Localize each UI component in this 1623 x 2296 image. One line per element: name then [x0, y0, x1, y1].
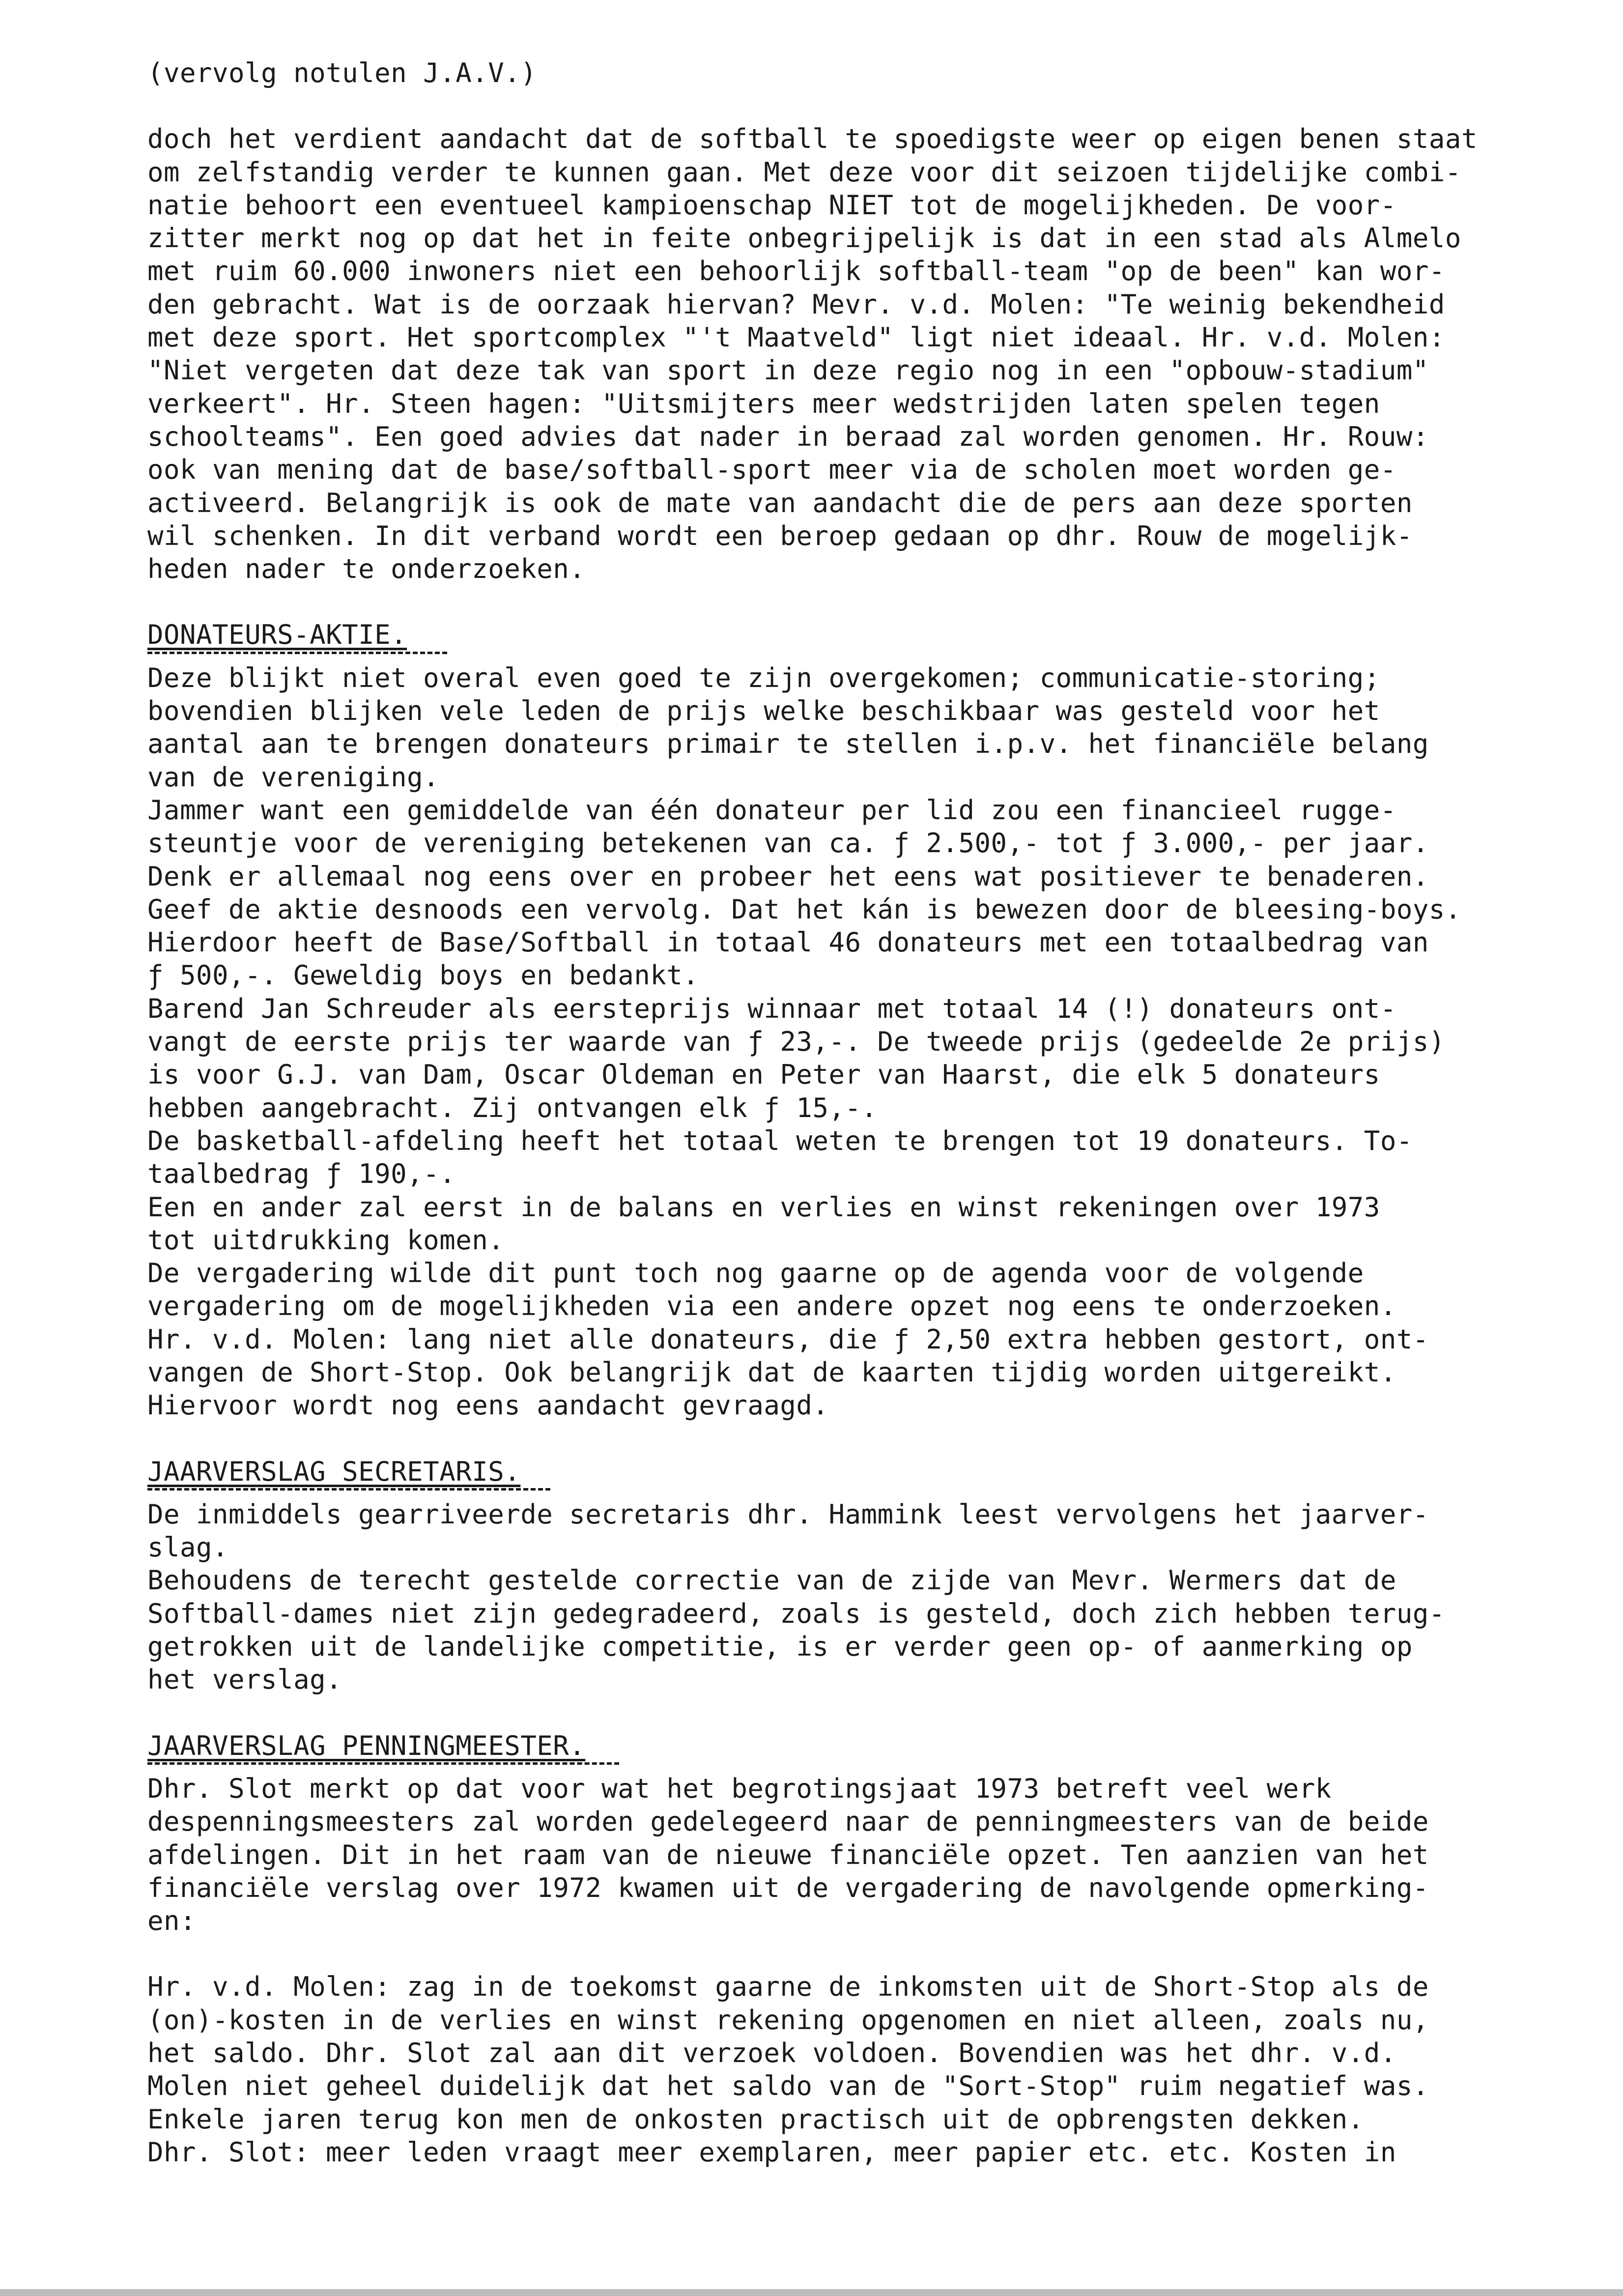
heading-dashed-rule: [147, 652, 1612, 661]
text-line: Jammer want een gemiddelde van één donateur per lid zou een financieel rugge-: [147, 794, 1396, 826]
section-heading: JAARVERSLAG SECRETARIS.: [147, 1456, 521, 1487]
text-line: Hr. v.d. Molen: lang niet alle donateurs, die ƒ 2,50 extra hebben gestort, ont-: [147, 1323, 1429, 1355]
text-line: slag.: [147, 1532, 229, 1563]
text-line: Hierdoor heeft de Base/Softball in totaal 46 donateurs met een totaalbedrag van: [147, 927, 1429, 958]
text-line: afdelingen. Dit in het raam van de nieuwe financiële opzet. Ten aanzien van het: [147, 1839, 1429, 1870]
text-line: den gebracht. Wat is de oorzaak hiervan? Mevr. v.d. Molen: "Te weinig bekendheid: [147, 288, 1445, 320]
text-line: Hr. v.d. Molen: zag in de toekomst gaarne de inkomsten uit de Short-Stop als de: [147, 1971, 1429, 2003]
text-line: Barend Jan Schreuder als eersteprijs winnaar met totaal 14 (!) donateurs ont-: [147, 993, 1396, 1024]
text-line: ook van mening dat de base/softball-sport meer via de scholen moet worden ge-: [147, 454, 1396, 486]
text-line: Molen niet geheel duidelijk dat het saldo van de "Sort-Stop" ruim negatief was.: [147, 2070, 1429, 2102]
text-line: Geef de aktie desnoods een vervolg. Dat het kán is bewezen door de bleesing-boys.: [147, 893, 1461, 925]
text-line: activeerd. Belangrijk is ook de mate van aandacht die de pers aan deze sporten: [147, 487, 1413, 518]
text-line: Hiervoor wordt nog eens aandacht gevraagd.: [147, 1390, 829, 1421]
closing-paragraph: [147, 1970, 1612, 2169]
text-line: Een en ander zal eerst in de balans en verlies en winst rekeningen over 1973: [147, 1191, 1380, 1223]
text-line: despenningsmeesters zal worden gedelegeerd naar de penningmeesters van de beide: [147, 1806, 1429, 1837]
text-line: heden nader te onderzoeken.: [147, 553, 586, 585]
intro-paragraph: [147, 122, 1612, 585]
text-line: wil schenken. In dit verband wordt een beroep gedaan op dhr. Rouw de mogelijk-: [147, 520, 1413, 551]
text-line: Enkele jaren terug kon men de onkosten practisch uit de opbrengsten dekken.: [147, 2103, 1364, 2135]
text-line: bovendien blijken vele leden de prijs welke beschikbaar was gesteld voor het: [147, 695, 1380, 727]
text-line: is voor G.J. van Dam, Oscar Oldeman en Peter van Haarst, die elk 5 donateurs: [147, 1059, 1380, 1091]
text-line: ƒ 500,-. Geweldig boys en bedankt.: [147, 960, 699, 991]
text-line: getrokken uit de landelijke competitie, is er verder geen op- of aanmerking op: [147, 1631, 1413, 1663]
text-line: vergadering om de mogelijkheden via een andere opzet nog eens te onderzoeken.: [147, 1291, 1396, 1322]
text-line: doch het verdient aandacht dat de softball te spoedigste weer op eigen benen staat: [147, 123, 1478, 155]
section-heading: JAARVERSLAG PENNINGMEESTER.: [147, 1730, 586, 1761]
heading-dashed-rule: [147, 1762, 1612, 1772]
text-line: Behoudens de terecht gestelde correctie van de zijde van Mevr. Wermers dat de: [147, 1565, 1396, 1596]
text-line: Deze blijkt niet overal even goed te zijn overgekomen; communicatie-storing;: [147, 662, 1380, 693]
text-line: zitter merkt nog op dat het in feite onbegrijpelijk is dat in een stad als Almelo: [147, 223, 1461, 254]
text-line: Dhr. Slot: meer leden vraagt meer exemplaren, meer papier etc. etc. Kosten in: [147, 2136, 1396, 2168]
text-line: aantal aan te brengen donateurs primair te stellen i.p.v. het financiële belang: [147, 728, 1429, 760]
text-line: Denk er allemaal nog eens over en probeer het eens wat positiever te benaderen.: [147, 861, 1429, 892]
text-line: De vergadering wilde dit punt toch nog gaarne op de agenda voor de volgende: [147, 1258, 1364, 1289]
text-line: met deze sport. Het sportcomplex "'t Maatveld" ligt niet ideaal. Hr. v.d. Molen:: [147, 322, 1445, 353]
text-line: schoolteams". Een goed advies dat nader in beraad zal worden genomen. Hr. Rouw:: [147, 421, 1429, 452]
section-heading: DONATEURS-AKTIE.: [147, 619, 407, 651]
scan-bottom-edge: [0, 2289, 1623, 2296]
page-header: (vervolg notulen J.A.V.): [147, 57, 537, 88]
text-line: steuntje voor de vereniging betekenen van ca. ƒ 2.500,- tot ƒ 3.000,- per jaar.: [147, 828, 1429, 859]
text-line: (on)-kosten in de verlies en winst rekening opgenomen en niet alleen, zoals nu,: [147, 2004, 1429, 2036]
heading-dashed-rule: [147, 1488, 1612, 1498]
text-line: "Niet vergeten dat deze tak van sport in deze regio nog in een "opbouw-stadium": [147, 355, 1429, 386]
text-line: om zelfstandig verder te kunnen gaan. Met deze voor dit seizoen tijdelijke combi-: [147, 156, 1461, 188]
text-line: en:: [147, 1905, 197, 1937]
text-line: hebben aangebracht. Zij ontvangen elk ƒ 15,-.: [147, 1092, 878, 1123]
text-line: De inmiddels gearriveerde secretaris dhr. Hammink leest vervolgens het jaarver-: [147, 1498, 1429, 1530]
text-line: vangt de eerste prijs ter waarde van ƒ 23,-. De tweede prijs (gedeelde 2e prijs): [147, 1026, 1445, 1058]
text-line: met ruim 60.000 inwoners niet een behoorlijk softball-team "op de been" kan wor-: [147, 256, 1445, 287]
section-jaarverslag-secretaris: [147, 1455, 1612, 1696]
text-line: De basketball-afdeling heeft het totaal weten te brengen tot 19 donateurs. To-: [147, 1125, 1413, 1156]
text-line: het saldo. Dhr. Slot zal aan dit verzoek voldoen. Bovendien was het dhr. v.d.: [147, 2038, 1396, 2069]
section-donateurs-aktie: [147, 618, 1612, 1422]
text-line: het verslag.: [147, 1664, 342, 1695]
document-page: [147, 57, 1612, 2169]
text-line: van de vereniging.: [147, 761, 440, 793]
text-line: Softball-dames niet zijn gedegradeerd, zoals is gesteld, doch zich hebben terug-: [147, 1598, 1445, 1629]
text-line: vangen de Short-Stop. Ook belangrijk dat de kaarten tijdig worden uitgereikt.: [147, 1356, 1396, 1388]
text-line: financiële verslag over 1972 kwamen uit de vergadering de navolgende opmerking-: [147, 1872, 1429, 1903]
text-line: natie behoort een eventueel kampioenschap NIET tot de mogelijkheden. De voor-: [147, 189, 1396, 221]
text-line: taalbedrag ƒ 190,-.: [147, 1158, 456, 1190]
text-line: tot uitdrukking komen.: [147, 1224, 505, 1256]
section-jaarverslag-penningmeester: [147, 1729, 1612, 1938]
text-line: Dhr. Slot merkt op dat voor wat het begrotingsjaat 1973 betreft veel werk: [147, 1773, 1332, 1804]
text-line: verkeert". Hr. Steen hagen: "Uitsmijters meer wedstrijden laten spelen tegen: [147, 388, 1380, 419]
